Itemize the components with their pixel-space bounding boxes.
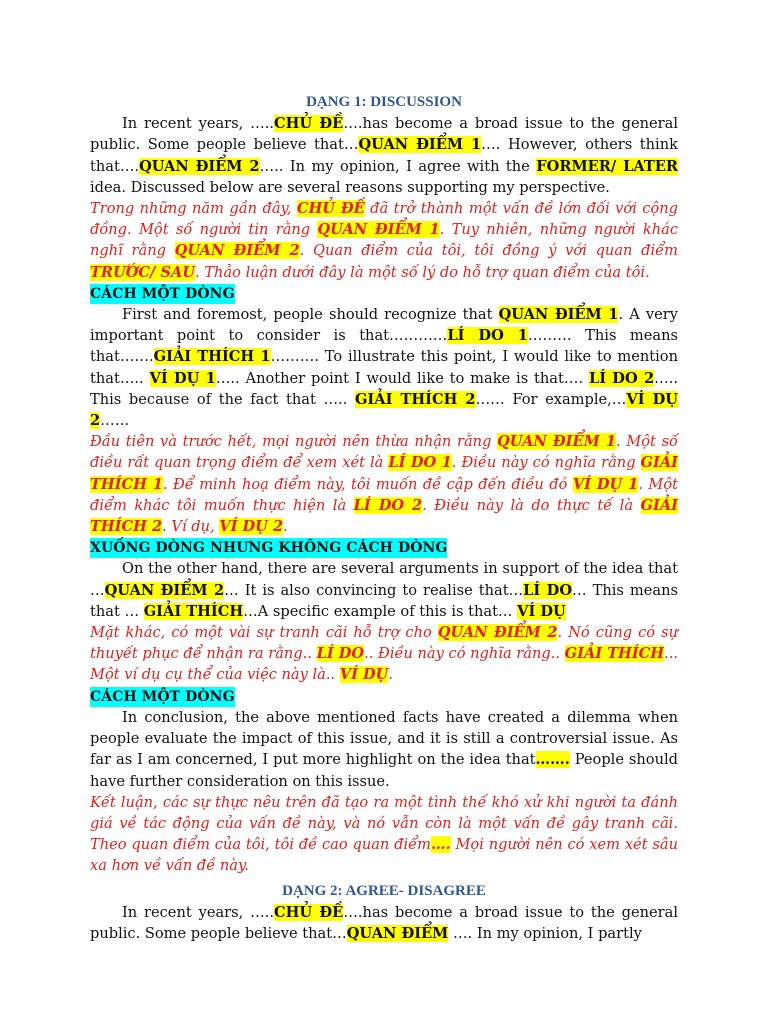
body-translation-1 [90, 431, 678, 537]
text-run: …… For example,… [475, 390, 627, 408]
text-run: . [283, 518, 288, 536]
text-run: Mặt khác, có một vài sự tranh cãi hỗ trợ cho [90, 624, 438, 642]
highlighted-placeholder: GIẢI THÍCH 2 [354, 390, 476, 408]
text-run: . Điều này có nghĩa rằng [451, 454, 641, 472]
text-run: First and foremost, people should recognize that [122, 306, 499, 324]
text-run: ….. Another point I would like to make is that…. [215, 369, 589, 387]
text-run: .. Điều này có nghĩa rằng.. [364, 645, 565, 663]
text-run: Kết luận, các sự thực nêu trên đã tạo ra một tình thế khó xử khi người ta đánh giá về tác động của vấn đề này, và nó vẫn còn là một vấn đề gây tranh cãi. Theo quan điểm của tôi, tôi đề cao quan điểm [90, 793, 678, 854]
highlighted-placeholder: QUAN ĐIỂM 2 [139, 157, 260, 175]
highlighted-placeholder: QUAN ĐIỂM [346, 924, 449, 942]
highlighted-placeholder: QUAN ĐIỂM 2 [104, 581, 225, 599]
text-run: …… [100, 412, 130, 430]
highlighted-placeholder: QUAN ĐIỂM 1 [497, 433, 616, 451]
highlighted-placeholder: QUAN ĐIỂM 1 [498, 306, 619, 324]
highlighted-placeholder: QUAN ĐIỂM 2 [174, 242, 300, 260]
highlighted-placeholder: LÍ DO [523, 581, 573, 599]
text-run: đã trở thành một vấn đề lớn đối với cộng đồng. Một số người tin rằng [90, 200, 678, 239]
highlighted-placeholder: GIẢI THÍCH 2 [90, 496, 678, 536]
highlighted-placeholder: LÍ DO 1 [388, 454, 452, 472]
highlighted-placeholder: VÍ DỤ 1 [572, 475, 639, 493]
text-run: On the other hand, there are several arguments in support of the idea that … [90, 560, 678, 599]
highlighted-placeholder: CHỦ ĐỀ [274, 115, 344, 133]
text-run: . Một số điều rất quan trọng điểm để xem xét là [90, 433, 678, 472]
highlighted-placeholder: QUAN ĐIỂM 1 [358, 136, 482, 154]
highlighted-placeholder: CHỦ ĐỀ [274, 903, 344, 921]
highlighted-placeholder: QUAN ĐIỂM 1 [317, 221, 440, 239]
highlighted-placeholder: LÍ DO 1 [447, 327, 528, 345]
text-run: . Tuy nhiên, những người khác nghĩ rằng [90, 221, 678, 260]
highlighted-placeholder: GIẢI THÍCH 1 [153, 348, 271, 366]
text-run: . Ví dụ, [162, 518, 220, 536]
text-run: … It is also convincing to realise that… [224, 581, 524, 599]
text-run: . Để minh hoạ điểm này, tôi muốn đề cập đến điều đó [162, 475, 573, 493]
spacing-note-2: XUỐNG DÒNG NHƯNG KHÔNG CÁCH DÒNG [90, 540, 448, 557]
highlighted-placeholder: TRƯỚC/ SAU [90, 263, 196, 281]
text-run: ….. In my opinion, I agree with the [259, 157, 537, 175]
text-run: . [388, 666, 394, 684]
text-run: In conclusion, the above mentioned facts have created a dilemma when people evaluate the impact of this issue, and it is still a controversial issue. As far as I am concerned, I put more highlight on the idea that [90, 708, 678, 769]
text-run: Trong những năm gần đây, [90, 200, 297, 218]
text-run: . Nó cũng có sự thuyết phục để nhận ra rằng.. [90, 624, 678, 663]
section-title-discussion: DẠNG 1: DISCUSSION [306, 94, 462, 110]
text-run: In recent years, ….. [122, 903, 274, 921]
highlighted-placeholder: QUAN ĐIỂM 2 [437, 624, 558, 642]
highlighted-placeholder: GIẢI THÍCH 1 [90, 454, 678, 493]
highlighted-placeholder: …. [431, 836, 451, 854]
text-run: … This means that … [90, 581, 678, 620]
text-run: . Quan điểm của tôi, tôi đồng ý với quan điểm [299, 242, 678, 260]
text-run: . Thảo luận dưới đây là một số lý do hỗ trợ quan điểm của tôi. [195, 263, 650, 281]
text-run: ….. This because of the fact that ….. [90, 369, 678, 408]
highlighted-placeholder: GIẢI THÍCH [564, 645, 665, 663]
highlighted-placeholder: VÍ DỤ 2 [90, 390, 678, 430]
agree-intro-paragraph [90, 902, 678, 944]
text-run: …A specific example of this is that… [243, 602, 518, 620]
text-run: ... Một ví dụ cụ thể của việc này là.. [90, 645, 678, 684]
highlighted-placeholder: LÍ DO 2 [588, 369, 655, 387]
text-run: Đầu tiên và trước hết, mọi người nên thừa nhận rằng [90, 433, 498, 451]
highlighted-placeholder: LÍ DO [316, 645, 365, 663]
text-run: In recent years, ….. [122, 115, 274, 133]
text-run: ….has become a broad issue to the general public. Some people believe that… [90, 115, 678, 154]
text-run: . Điều này là do thực tế là [422, 496, 641, 514]
intro-paragraph [90, 113, 678, 198]
conclusion-paragraph [90, 707, 678, 792]
highlighted-placeholder: VÍ DỤ [517, 602, 566, 620]
text-run: …. In my opinion, I partly [448, 924, 642, 942]
highlighted-placeholder: VÍ DỤ [339, 666, 389, 684]
document-page [90, 92, 678, 944]
text-run: Mọi người nên có xem xét sâu xa hơn về vấn đề này. [90, 836, 678, 875]
body-paragraph-2 [90, 558, 678, 622]
text-run: idea. Discussed below are several reasons supporting my perspective. [90, 178, 610, 196]
highlighted-placeholder: LÍ DO 2 [353, 496, 423, 514]
intro-translation [90, 198, 678, 283]
highlighted-placeholder: CHỦ ĐỀ [296, 200, 365, 218]
conclusion-translation [90, 792, 678, 877]
highlighted-placeholder: VÍ DỤ 1 [149, 369, 216, 387]
text-run: ………. To illustrate this point, I would like to mention that….. [90, 348, 678, 387]
text-run: ….has become a broad issue to the general public. Some people believe that… [90, 903, 678, 942]
body-paragraph-1 [90, 304, 678, 431]
spacing-note-3: CÁCH MỘT DÒNG [90, 688, 235, 705]
text-run: . Một điểm khác tôi muốn thực hiện là [90, 475, 678, 514]
spacing-note-1: CÁCH MỘT DÒNG [90, 285, 235, 302]
text-run: . A very important point to consider is that………… [90, 306, 678, 345]
highlighted-placeholder: VÍ DỤ 2 [219, 518, 284, 536]
text-run: People should have further consideration on this issue. [90, 751, 678, 790]
text-run: ……… This means that……. [90, 327, 678, 366]
highlighted-placeholder: ……. [535, 751, 570, 769]
section-title-agree-disagree: DẠNG 2: AGREE- DISAGREE [282, 882, 486, 899]
text-run: …. However, others think that…. [90, 136, 678, 175]
highlighted-placeholder: FORMER/ LATER [536, 157, 679, 175]
body-translation-2 [90, 622, 678, 686]
highlighted-placeholder: GIẢI THÍCH [143, 602, 244, 620]
